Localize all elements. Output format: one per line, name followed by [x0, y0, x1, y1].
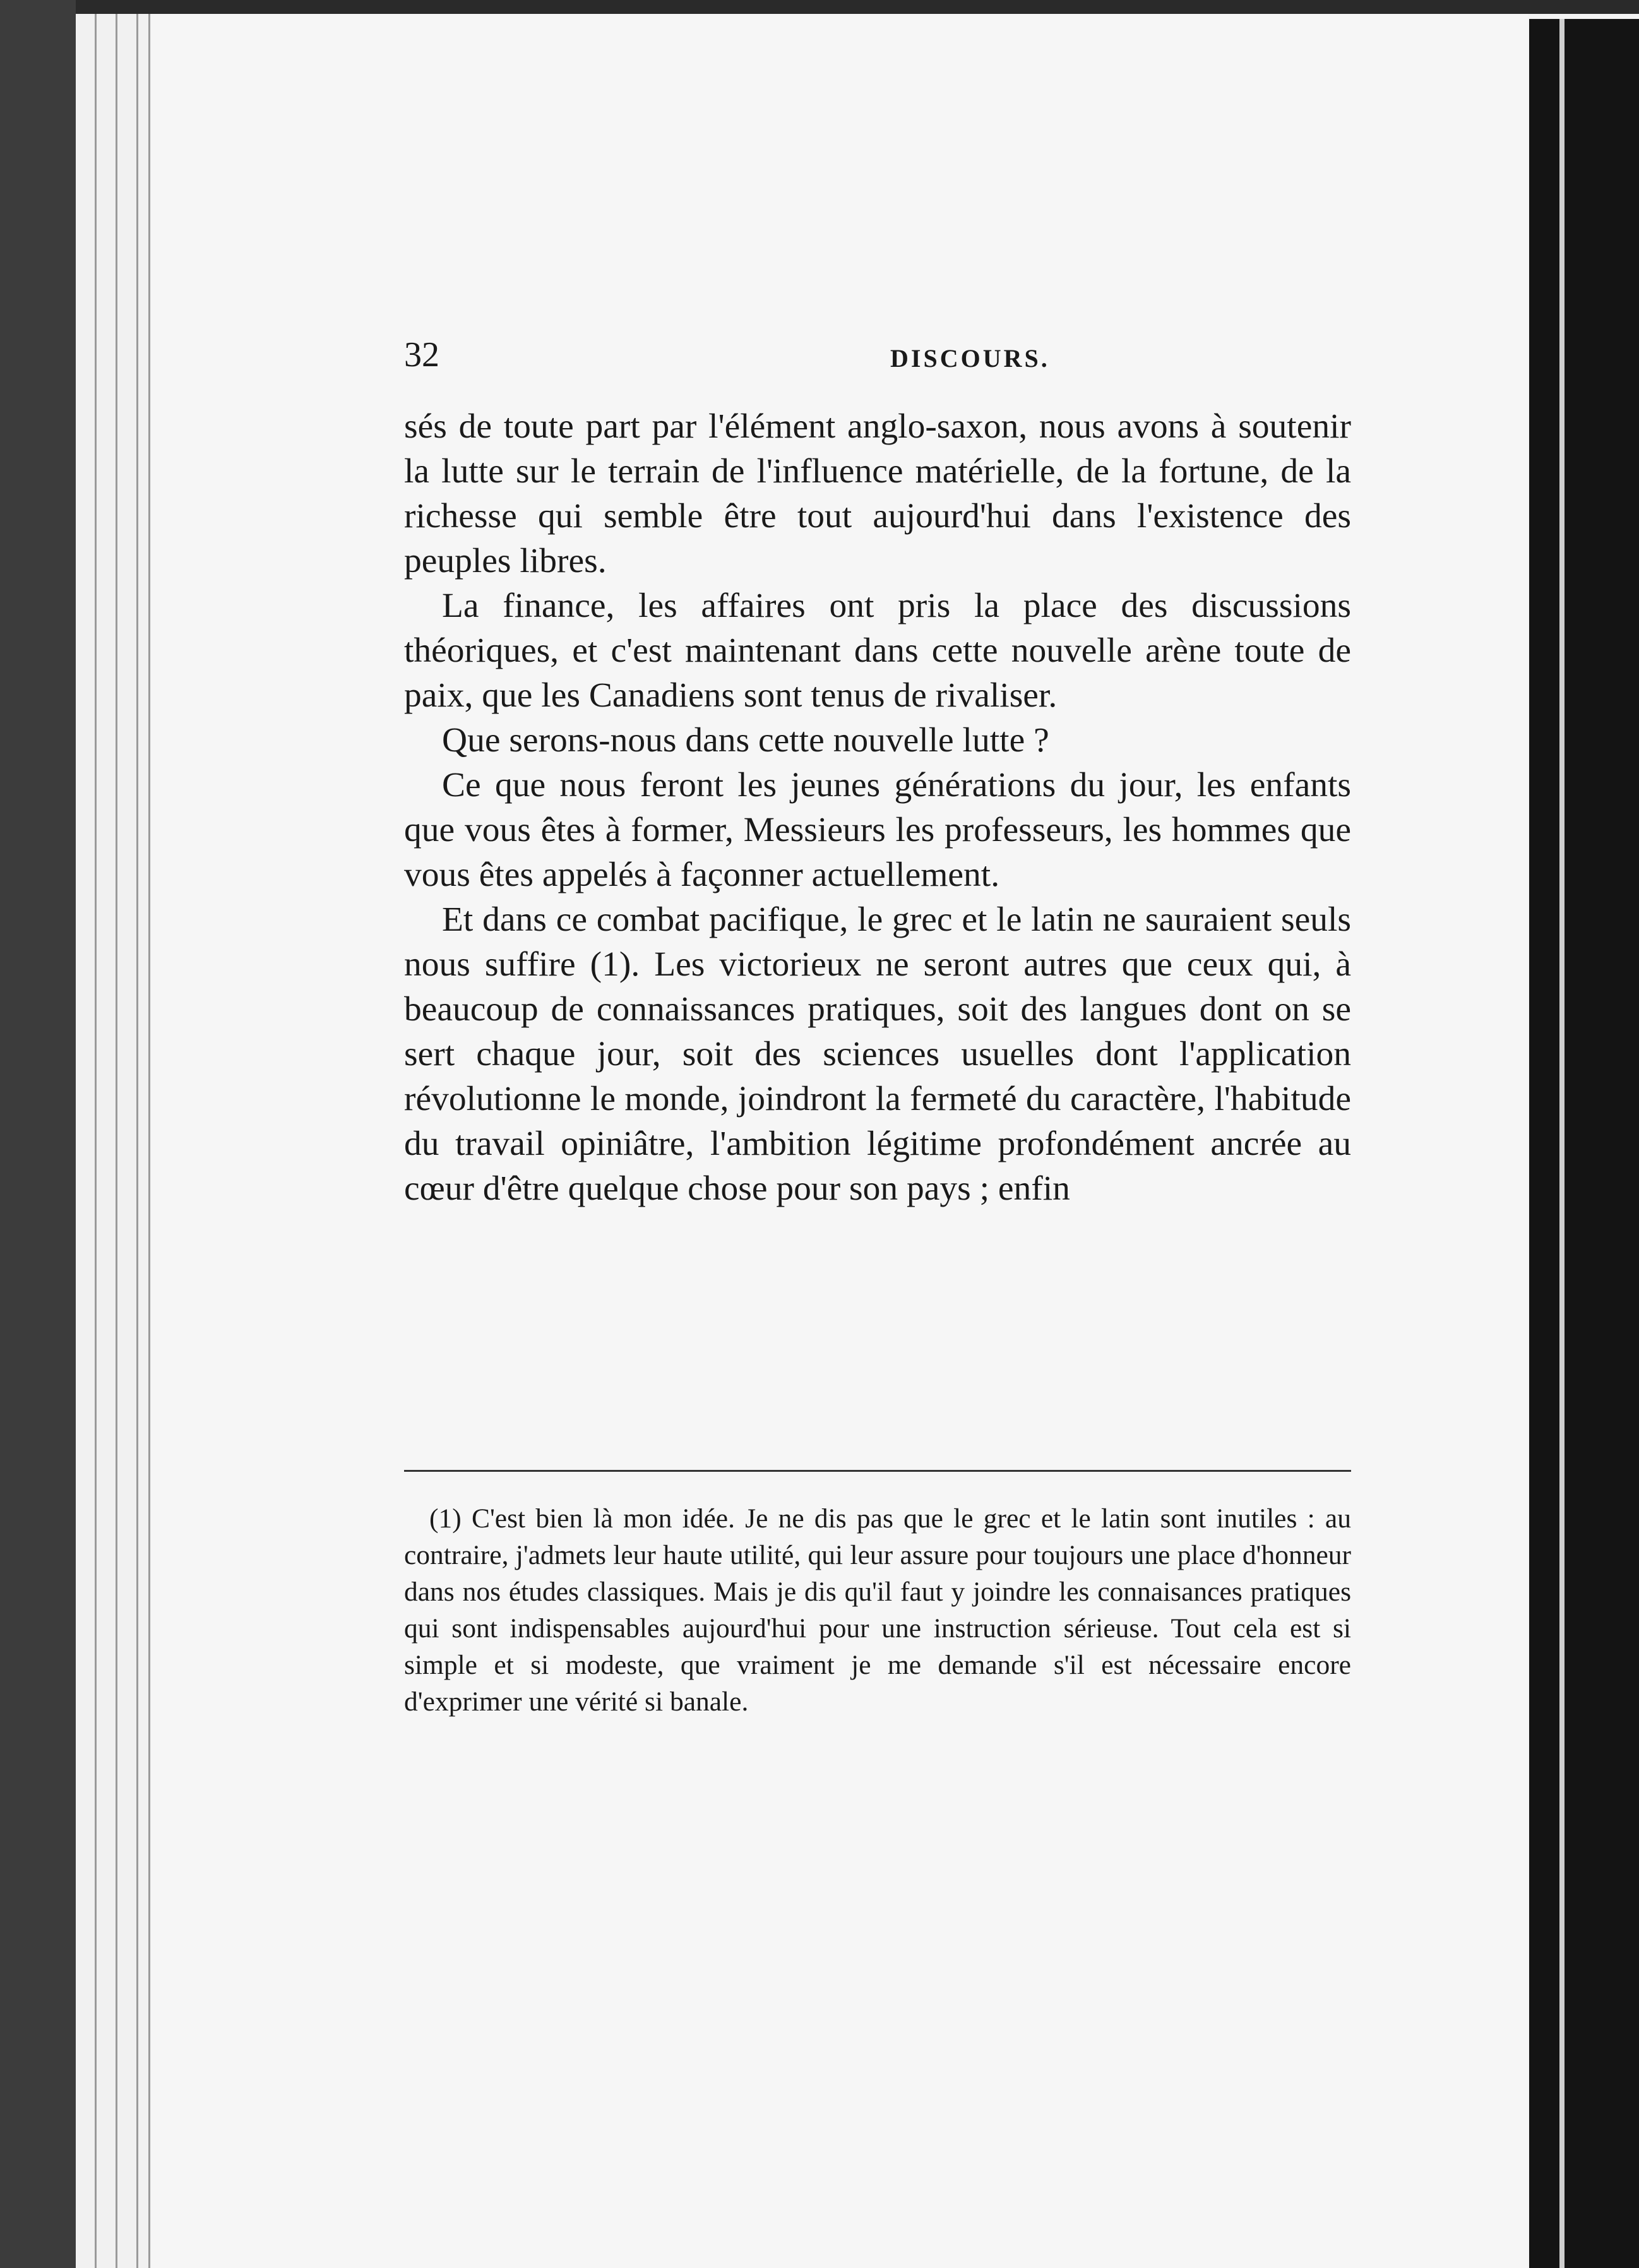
page-stack-edge [117, 14, 138, 2268]
scan-top-edge [0, 0, 1639, 14]
page-stack-edge [76, 14, 97, 2268]
body-paragraph: La finance, les affaires ont pris la place des discussions théoriques, et c'est maintenant dans cette nouvelle arène toute de paix, que les Canadiens sont tenus de rivaliser. [404, 587, 1351, 715]
body-paragraph: Ce que nous feront les jeunes générations du jour, les enfants que vous êtes à former, Messieurs les professeurs, les hommes que vous êtes appelés à façonner actuellement. [404, 766, 1351, 894]
scan-right-edge [1529, 19, 1639, 2268]
scan-right-rule [1559, 19, 1564, 2268]
running-head [404, 335, 1364, 385]
footnote-divider [404, 1470, 1351, 1472]
body-paragraph: sés de toute part par l'élément anglo-saxon, nous avons à soutenir la lutte sur le terrain de l'influence matérielle, de la fortune, de la richesse qui semble être tout aujourd'hui dans l'existence des peuples libres. [404, 407, 1351, 580]
footnotes [404, 1500, 1351, 1720]
running-title: DISCOURS. [890, 344, 1050, 373]
scan-left-edge [0, 0, 76, 2268]
body-text [404, 404, 1351, 1211]
footnote: (1) C'est bien là mon idée. Je ne dis pas que le grec et le latin sont inutiles : au contraire, j'admets leur haute utilité, qui leur assure pour toujours une place d'honneur dans nos études classiques. Mais je dis qu'il faut y joindre les connaisances pratiques qui sont indispensables aujourd'hui pour une instruction sérieuse. Tout cela est si simple et si modeste, que vraiment je me demande s'il est nécessaire encore d'exprimer une vérité si banale. [404, 1503, 1351, 1717]
page-stack-edge [97, 14, 117, 2268]
body-paragraph: Que serons-nous dans cette nouvelle lutte ? [442, 721, 1049, 760]
page-stack-edge [138, 14, 150, 2268]
page-number: 32 [404, 335, 439, 374]
body-paragraph: Et dans ce combat pacifique, le grec et le latin ne sauraient seuls nous suffire (1). Les victorieux ne seront autres que ceux qui, à beaucoup de connaissances pratiques, soit des langues dont on se sert chaque jour, soit des sciences usuelles dont l'application révolutionne le monde, joindront la fermeté du caractère, l'habitude du travail opiniâtre, l'ambition légitime profondément ancrée au cœur d'être quelque chose pour son pays ; enfin [404, 900, 1351, 1208]
